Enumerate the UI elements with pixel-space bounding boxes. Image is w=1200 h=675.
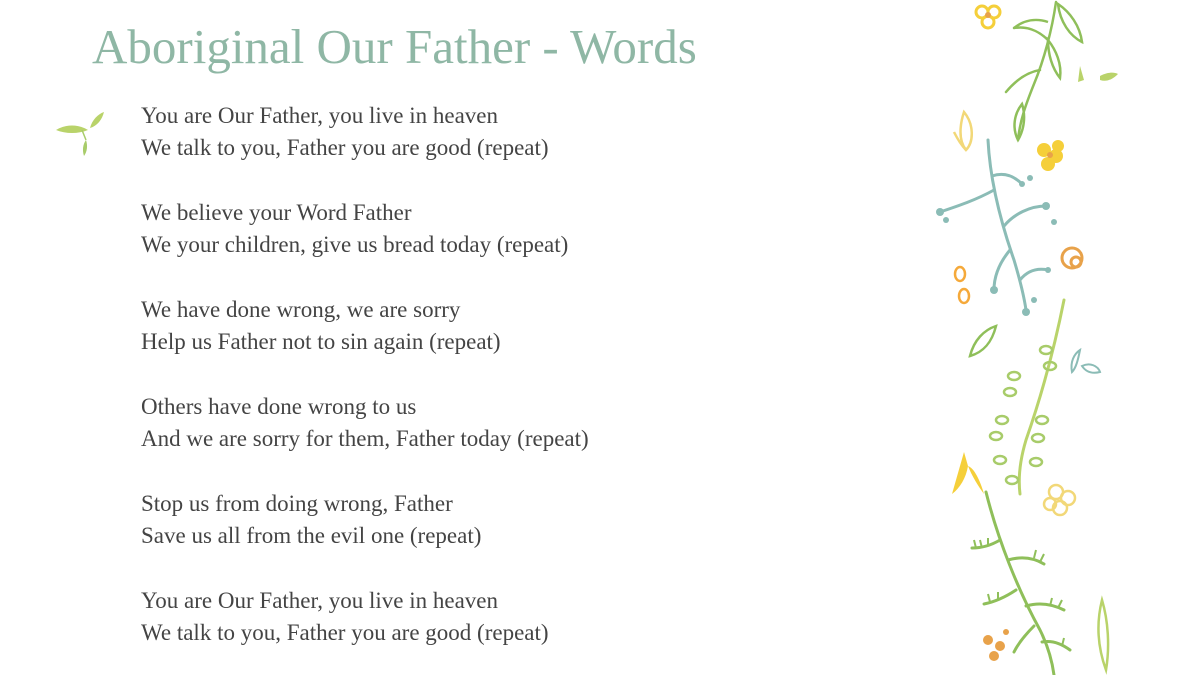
- verse-line: Others have done wrong to us: [141, 394, 417, 419]
- verse-line: And we are sorry for them, Father today (repeat): [141, 426, 589, 451]
- verse-line: Save us all from the evil one (repeat): [141, 523, 482, 548]
- verse-4: [141, 391, 901, 455]
- verse-line: We talk to you, Father you are good (repeat): [141, 135, 549, 160]
- verse-line: We your children, give us bread today (repeat): [141, 232, 569, 257]
- leaf-sprig-icon: [52, 106, 112, 160]
- verse-1: [141, 100, 901, 164]
- botanical-vine-icon: [930, 0, 1130, 675]
- verse-6: [141, 585, 901, 649]
- lyrics-body: [141, 100, 901, 675]
- verse-line: We believe your Word Father: [141, 200, 412, 225]
- verse-2: [141, 197, 901, 261]
- verse-line: Stop us from doing wrong, Father: [141, 491, 453, 516]
- verse-3: [141, 294, 901, 358]
- slide-title: Aboriginal Our Father - Words: [92, 19, 697, 74]
- verse-line: We talk to you, Father you are good (repeat): [141, 620, 549, 645]
- verse-line: We have done wrong, we are sorry: [141, 297, 461, 322]
- verse-line: You are Our Father, you live in heaven: [141, 588, 498, 613]
- verse-line: You are Our Father, you live in heaven: [141, 103, 498, 128]
- verse-line: Help us Father not to sin again (repeat): [141, 329, 501, 354]
- verse-5: [141, 488, 901, 552]
